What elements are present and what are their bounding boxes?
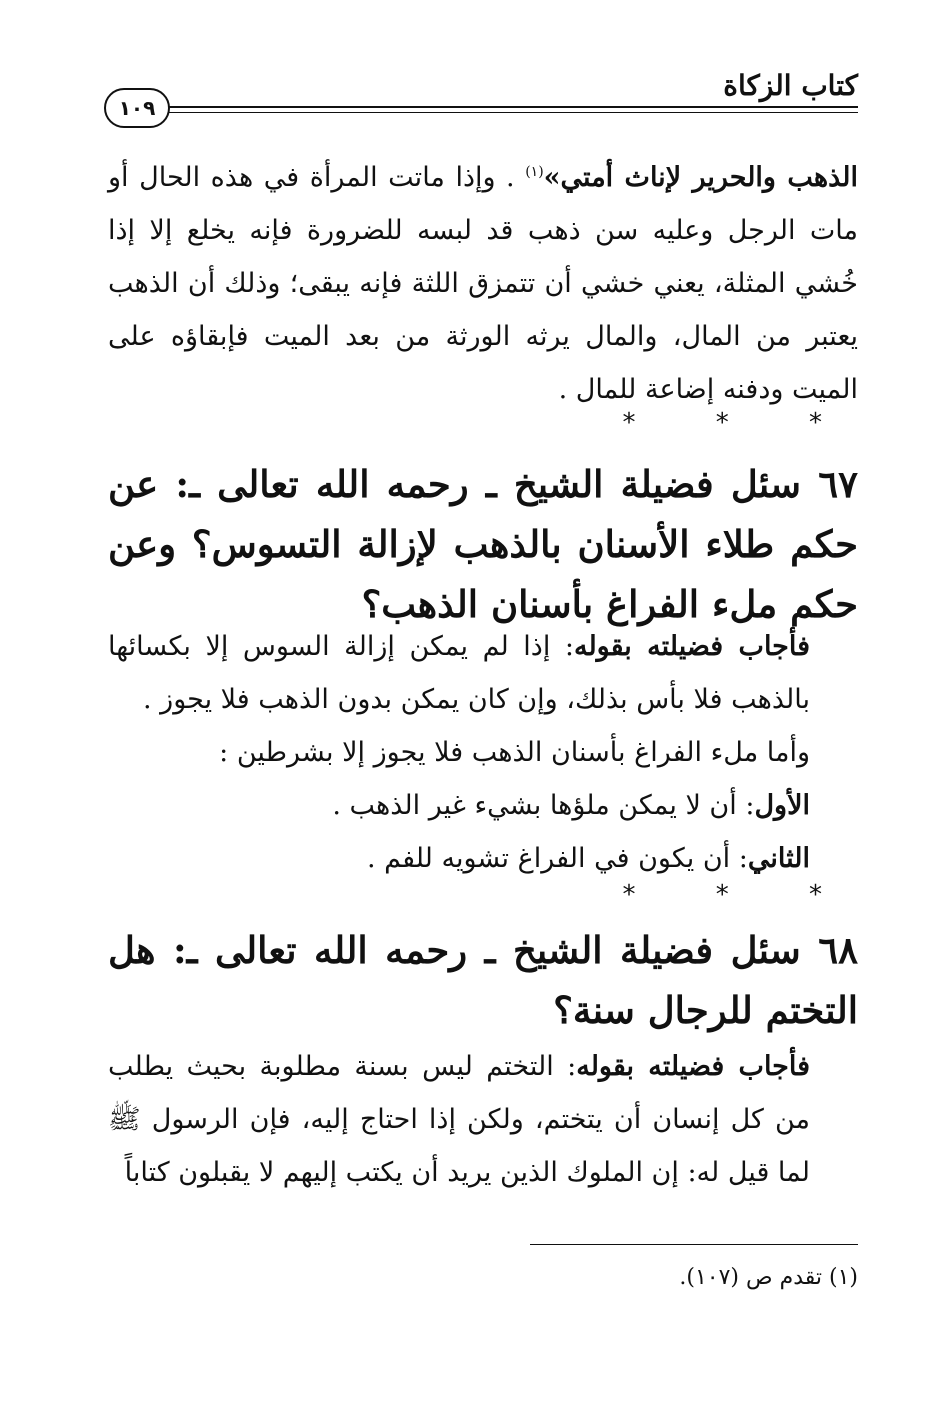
section-separator: * * * [622,408,858,438]
question-text: ٦٨ سئل فضيلة الشيخ ـ رحمه الله تعالى ـ: هل التختم للرجال سنة؟ [108,928,858,1032]
running-title: كتاب الزكاة [723,69,858,102]
question-67 [108,454,858,634]
answer-paragraph: وأما ملء الفراغ بأسنان الذهب فلا يجوز إلا بشرطين : [219,737,810,768]
answer-paragraph [108,1040,858,1199]
answer-text: : التختم ليس بسنة مطلوبة بحيث يطلب من كل إنسان أن يتختم، ولكن إذا احتاج إليه، فإن الرسول ﷺ لما قيل له: إن الملوك الذين يريد أن يكتب إليهم لا يقبلون كتاباً [108,1051,810,1188]
section-separator: * * * [622,880,858,910]
answer-paragraph [108,620,858,726]
paragraph-text: . وإذا ماتت المرأة في هذه الحال أو [108,162,526,193]
condition-label: الأول [754,790,810,821]
condition-text: : أن يكون في الفراغ تشويه للفم . [366,843,748,874]
question-68 [108,920,858,1040]
paragraph-text: مات الرجل وعليه سن ذهب قد لبسه للضرورة فإنه يخلع إلا إذا خُشي المثلة، يعني خشي أن تتمزق اللثة فإنه يبقى؛ وذلك أن الذهب يعتبر من المال، والمال يرثه الورثة من بعد الميت فإبقاؤه على الميت ودفنه إضاعة للمال . [108,215,858,405]
hadith-quote: الذهب والحرير لإناث أمتي» [543,162,858,193]
footnote: (١) تقدم ص (١٠٧). [679,1265,858,1290]
header-rule-thin [160,112,858,113]
condition-text: : أن لا يمكن ملؤها بشيء غير الذهب . [332,790,755,821]
answer-label: فأجاب فضيلته بقوله [576,1051,810,1082]
footnote-ref: (١) [525,164,544,180]
condition-1 [108,779,858,832]
answer-label: فأجاب فضيلته بقوله [573,631,810,662]
header-rule [160,106,858,108]
footnote-rule [530,1244,858,1245]
condition-label: الثاني [747,843,810,874]
paragraph-block-1 [108,146,858,416]
answer-68 [108,1040,858,1199]
question-text: ٦٧ سئل فضيلة الشيخ ـ رحمه الله تعالى ـ: عن حكم طلاء الأسنان بالذهب لإزالة التسوس؟ وعن حكم ملء الفراغ بأسنان الذهب؟ [108,462,858,626]
paragraph [108,146,858,416]
answer-text: : إذا لم يمكن إزالة السوس إلا بكسائها بالذهب فلا بأس بذلك، وإن كان يمكن بدون الذهب فلا يجوز . [108,631,810,715]
page-number: ١٠٩ [104,88,170,128]
answer-67 [108,620,858,885]
